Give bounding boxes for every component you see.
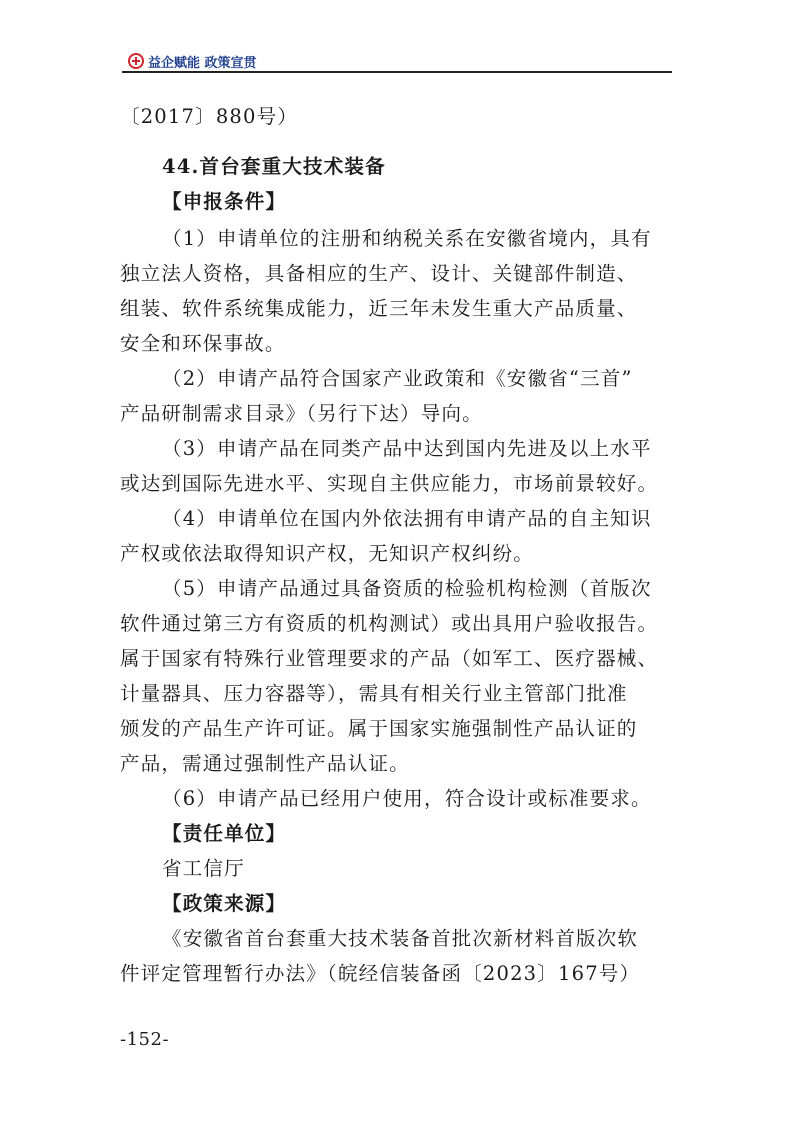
text-line: 件评定管理暂行办法》（皖经信装备函〔2023〕167号） — [120, 962, 641, 985]
text-line: 产品，需通过强制性产品认证。 — [120, 752, 410, 775]
text-line: （6）申请产品已经用户使用，符合设计或标准要求。 — [162, 787, 652, 810]
text-line: 软件通过第三方有资质的机构测试）或出具用户验收报告。 — [120, 612, 659, 635]
text-line: 颁发的产品生产许可证。属于国家实施强制性产品认证的 — [120, 717, 638, 740]
text-line: 〔2017〕880号） — [120, 105, 299, 128]
text-line: 省工信厅 — [162, 857, 245, 880]
subsection-heading-source: 【政策来源】 — [162, 892, 287, 915]
text-line: 组装、软件系统集成能力，近三年未发生重大产品质量、 — [120, 297, 638, 320]
text-line: （2）申请产品符合国家产业政策和《安徽省“三首” — [162, 367, 633, 390]
subsection-heading-conditions: 【申报条件】 — [162, 190, 287, 213]
section-heading: 44.首台套重大技术装备 — [162, 155, 386, 178]
text-line: 产品研制需求目录》（另行下达）导向。 — [120, 402, 483, 425]
page-number: -152- — [120, 1029, 170, 1050]
text-line: 或达到国际先进水平、实现自主供应能力，市场前景较好。 — [120, 472, 659, 495]
text-line: 属于国家有特殊行业管理要求的产品（如军工、医疗器械、 — [120, 647, 659, 670]
text-line: 安全和环保事故。 — [120, 332, 286, 355]
text-line: 计量器具、压力容器等），需具有相关行业主管部门批准 — [120, 682, 628, 705]
brand-logo-icon — [128, 53, 144, 69]
brand-name: 益企赋能 政策宣贯 — [148, 56, 257, 71]
text-line: 独立法人资格，具备相应的生产、设计、关键部件制造、 — [120, 262, 638, 285]
text-line: 产权或依法取得知识产权，无知识产权纠纷。 — [120, 542, 535, 565]
text-line: （4）申请单位在国内外依法拥有申请产品的自主知识 — [162, 507, 652, 530]
text-line: （3）申请产品在同类产品中达到国内先进及以上水平 — [162, 437, 652, 460]
header-divider — [122, 71, 672, 73]
subsection-heading-responsible: 【责任单位】 — [162, 822, 287, 845]
text-line: （1）申请单位的注册和纳税关系在安徽省境内，具有 — [162, 227, 652, 250]
text-line: （5）申请产品通过具备资质的检验机构检测（首版次 — [162, 577, 652, 600]
text-line: 《安徽省首台套重大技术装备首批次新材料首版次软 — [162, 927, 639, 950]
page-header — [122, 50, 672, 74]
